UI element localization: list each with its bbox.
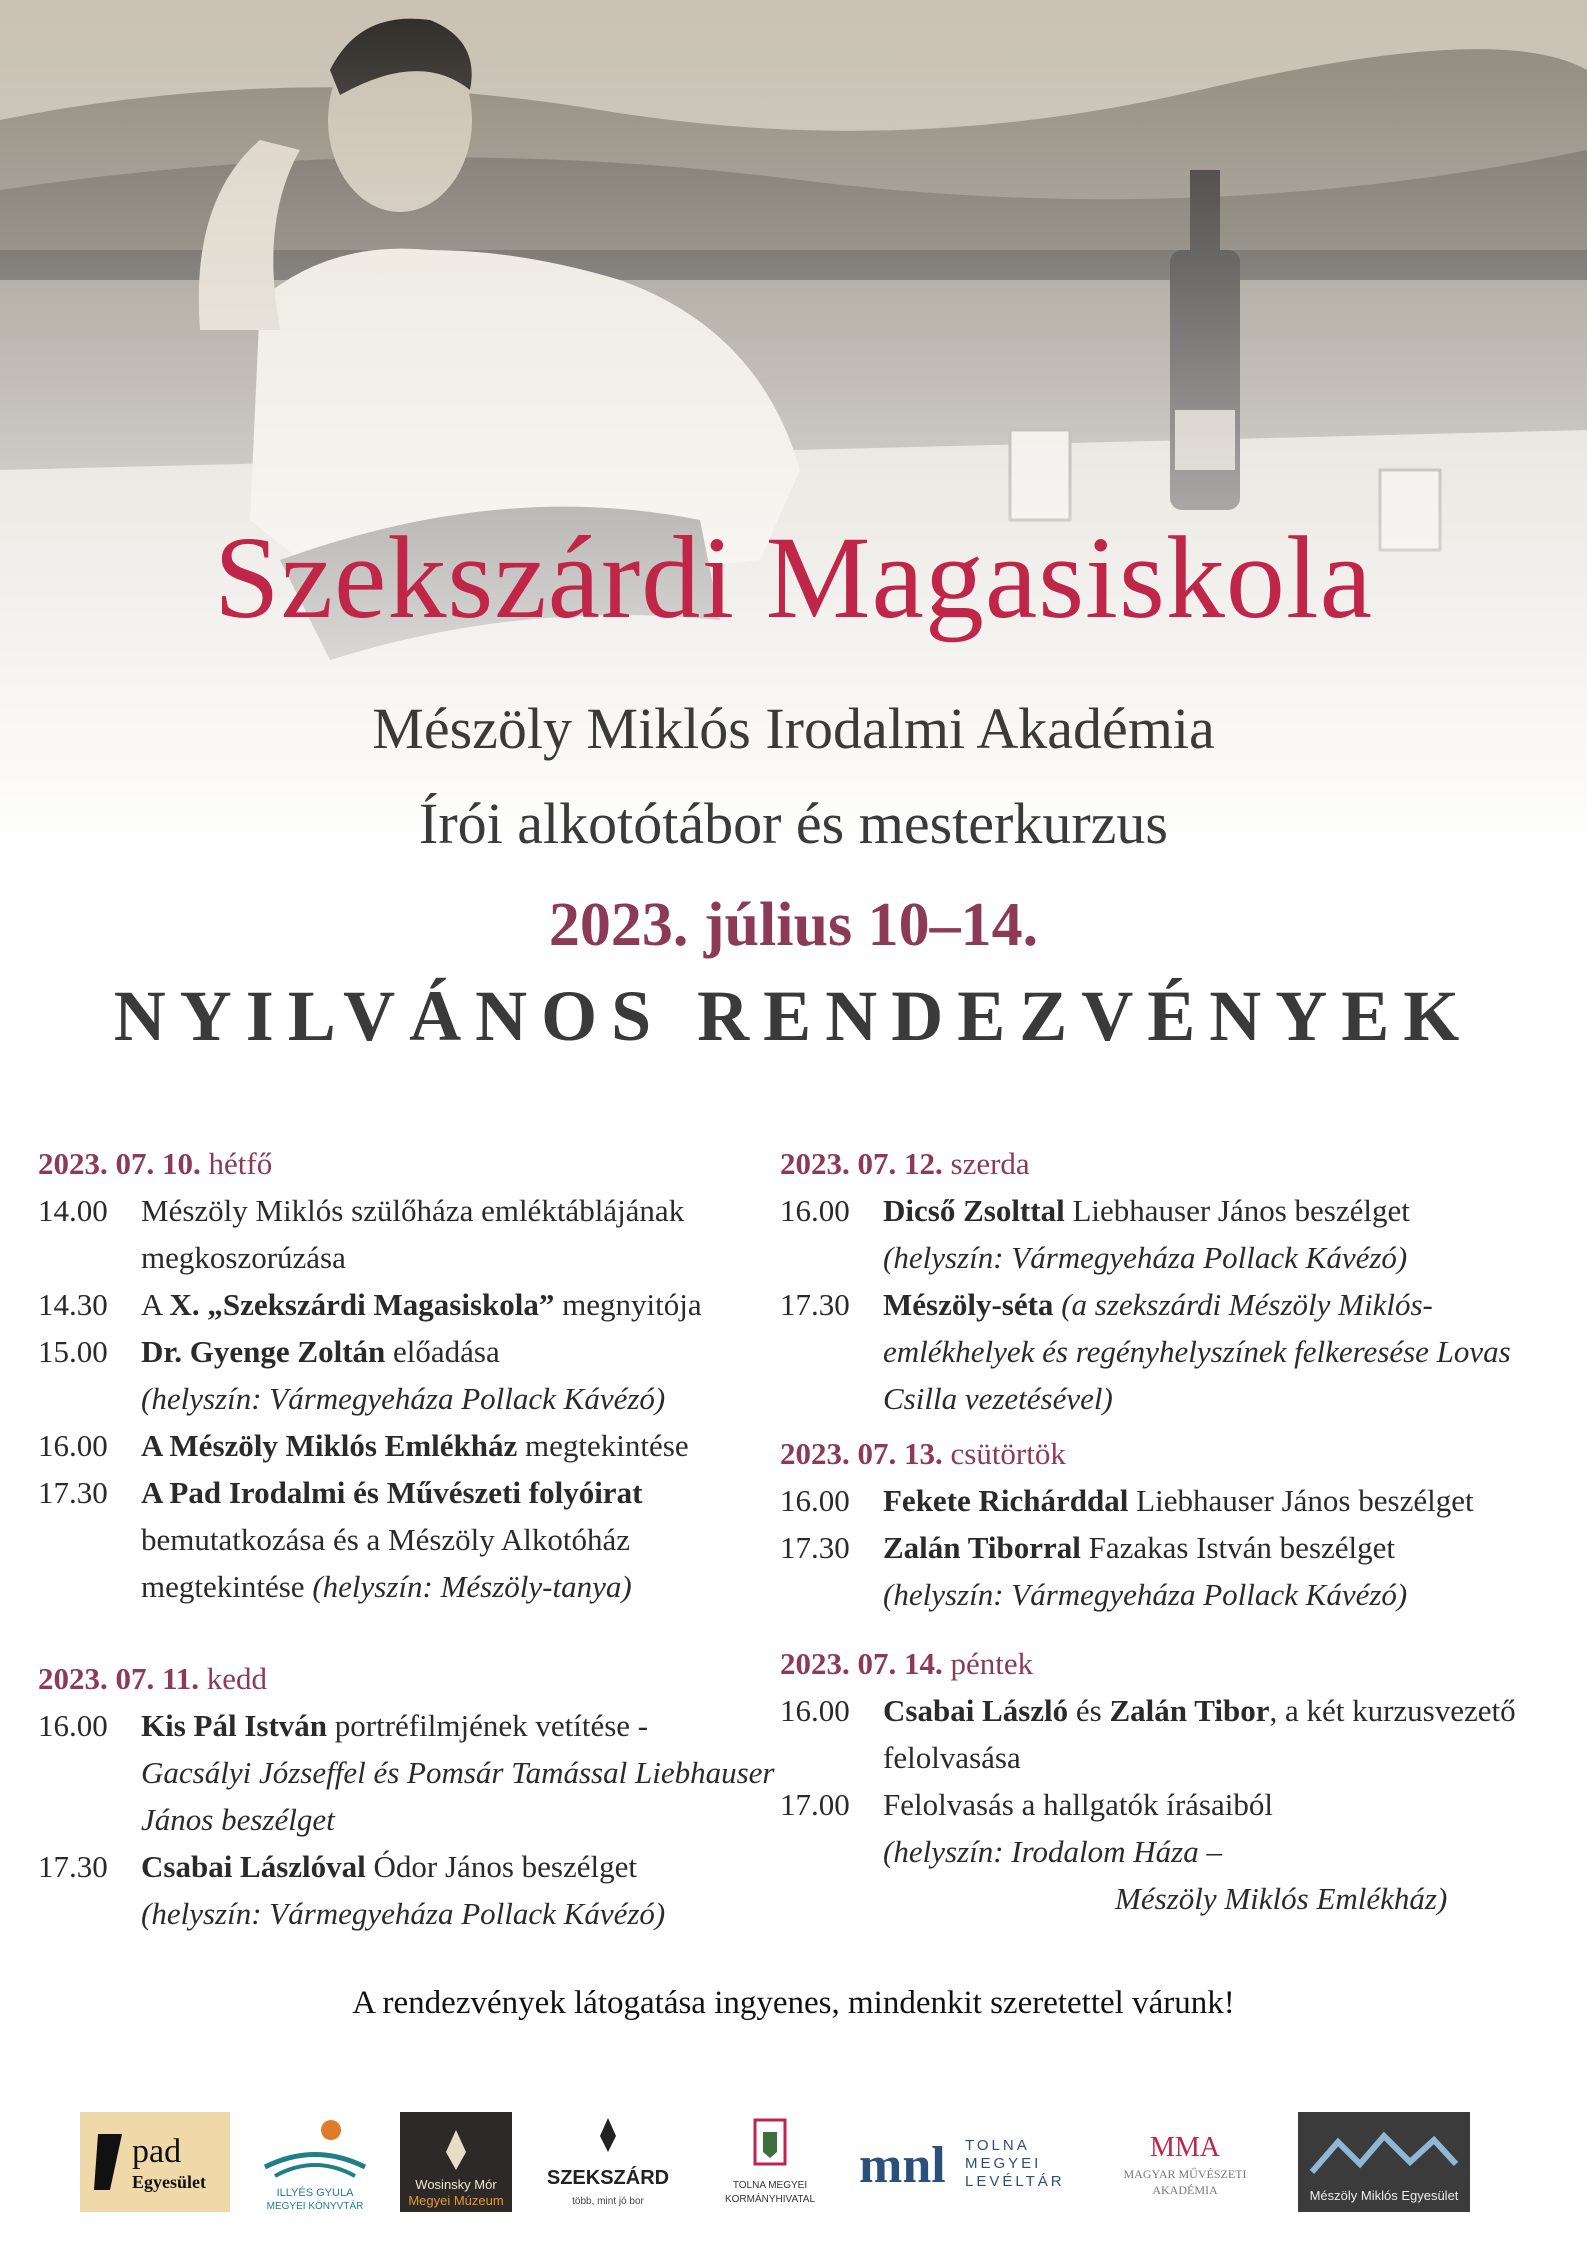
szekszard-logo bbox=[538, 2112, 678, 2212]
sponsor-logos bbox=[0, 2112, 1587, 2212]
event-time: 16.00 bbox=[38, 1428, 108, 1463]
event-item: 17.30 Zalán Tiborral Fazakas István beszélget bbox=[780, 1524, 1570, 1571]
pad-logo bbox=[80, 2112, 230, 2212]
meszoly-egyesulet-logo bbox=[1298, 2112, 1470, 2212]
subtitle-camp: Írói alkotótábor és mesterkurzus bbox=[419, 791, 1168, 856]
kormany-line1: TOLNA MEGYEI bbox=[732, 2180, 808, 2191]
event-location: (helyszín: Mészöly-tanya) bbox=[312, 1569, 632, 1604]
event-time: 17.00 bbox=[780, 1787, 850, 1822]
subtitle-academy: Mészöly Miklós Irodalmi Akadémia bbox=[372, 696, 1215, 761]
meszoly-egyesulet-name: Mészöly Miklós Egyesület bbox=[1309, 2188, 1459, 2203]
wosinsky-line2: Megyei Múzeum bbox=[408, 2193, 504, 2208]
event-item: 16.00 Dicső Zsolttal Liebhauser János beszélget bbox=[780, 1187, 1570, 1234]
event-location: (helyszín: Vármegyeháza Pollack Kávézó) bbox=[883, 1240, 1408, 1275]
event-item: 17.30 Csabai Lászlóval Ódor János beszélget bbox=[38, 1843, 778, 1890]
event-item: 16.00 Kis Pál István portréfilmjének vetítése - Gacsályi Józseffel és Pomsár Tamással Liebhauser János beszélget bbox=[38, 1702, 778, 1843]
leveltar-abbr: mnl bbox=[859, 2137, 946, 2194]
day-header: 2023. 07. 11. kedd bbox=[38, 1661, 268, 1696]
leveltar-line1: TOLNA bbox=[965, 2137, 1030, 2154]
day-header: 2023. 07. 13. csütörtök bbox=[780, 1436, 1066, 1471]
schedule-left-column bbox=[38, 1140, 778, 1937]
day-header: 2023. 07. 14. péntek bbox=[780, 1646, 1034, 1681]
day-header: 2023. 07. 10. hétfő bbox=[38, 1146, 273, 1181]
section-heading: NYILVÁNOS RENDEZVÉNYEK bbox=[113, 976, 1474, 1056]
event-location: (helyszín: Vármegyeháza Pollack Kávézó) bbox=[883, 1577, 1408, 1612]
mma-line2: AKADÉMIA bbox=[1152, 2183, 1218, 2197]
mma-line1: MAGYAR MŰVÉSZETI bbox=[1123, 2167, 1247, 2181]
pad-logo-sub: Egyesület bbox=[132, 2172, 206, 2192]
pad-logo-name: pad bbox=[132, 2133, 182, 2170]
illyes-logo bbox=[255, 2112, 375, 2212]
wosinsky-line1: Wosinsky Mór bbox=[415, 2177, 497, 2192]
event-item: 16.00 Fekete Richárddal Liebhauser János beszélget bbox=[780, 1477, 1570, 1524]
event-text: Felolvasás a hallgatók írásaiból bbox=[883, 1787, 1273, 1822]
event-time: 17.30 bbox=[38, 1475, 108, 1510]
event-location: Mészöly Miklós Emlékház) bbox=[1115, 1881, 1448, 1916]
szekszard-sub: több, mint jó bor bbox=[572, 2196, 644, 2207]
kormanyhivatal-logo bbox=[715, 2112, 825, 2212]
event-time: 15.00 bbox=[38, 1334, 108, 1369]
event-item bbox=[780, 1781, 1570, 1828]
event-location: (helyszín: Vármegyeháza Pollack Kávézó) bbox=[141, 1381, 666, 1416]
szekszard-name: SZEKSZÁRD bbox=[546, 2167, 670, 2189]
event-location: (helyszín: Vármegyeháza Pollack Kávézó) bbox=[141, 1896, 666, 1931]
event-time: 17.30 bbox=[38, 1849, 108, 1884]
event-time: 14.00 bbox=[38, 1193, 108, 1228]
event-item: 16.00 A Mészöly Miklós Emlékház megtekintése bbox=[38, 1422, 778, 1469]
event-item: 14.30 A X. „Szekszárdi Magasiskola” megnyitója bbox=[38, 1281, 778, 1328]
event-time: 16.00 bbox=[780, 1193, 850, 1228]
event-time: 16.00 bbox=[780, 1483, 850, 1518]
event-item: 17.30 Mészöly-séta (a szekszárdi Mészöly Miklós-emlékhelyek és regényhelyszínek felkeresése Lovas Csilla vezetésével) bbox=[780, 1281, 1570, 1422]
event-dates: 2023. július 10–14. bbox=[548, 891, 1039, 959]
leveltar-line2: MEGYEI bbox=[965, 2155, 1042, 2172]
footer-note: A rendezvények látogatása ingyenes, mindenkit szeretettel várunk! bbox=[352, 1985, 1235, 2021]
event-item: 15.00 Dr. Gyenge Zoltán előadása bbox=[38, 1328, 778, 1375]
event-time: 16.00 bbox=[38, 1708, 108, 1743]
event-time: 17.30 bbox=[780, 1287, 850, 1322]
day-header: 2023. 07. 12. szerda bbox=[780, 1146, 1030, 1181]
wosinsky-logo bbox=[400, 2112, 512, 2212]
event-item: 16.00 Csabai László és Zalán Tibor, a két kurzusvezető felolvasása bbox=[780, 1687, 1570, 1781]
mma-logo bbox=[1100, 2112, 1270, 2212]
schedule-right-column bbox=[780, 1140, 1570, 1922]
event-time: 17.30 bbox=[780, 1530, 850, 1565]
illyes-line1: ILLYÉS GYULA bbox=[276, 2187, 354, 2199]
event-item bbox=[38, 1187, 778, 1281]
leveltar-line3: LEVÉLTÁR bbox=[965, 2173, 1065, 2190]
event-time: 14.30 bbox=[38, 1287, 108, 1322]
main-title: Szekszárdi Magasiskola bbox=[213, 512, 1374, 643]
illyes-line2: MEGYEI KÖNYVTÁR bbox=[266, 2201, 364, 2212]
event-location: (helyszín: Irodalom Háza – bbox=[883, 1834, 1222, 1869]
leveltar-logo bbox=[855, 2112, 1065, 2212]
kormany-line2: KORMÁNYHIVATAL bbox=[724, 2194, 816, 2205]
mma-abbr: MMA bbox=[1149, 2132, 1221, 2163]
event-time: 16.00 bbox=[780, 1693, 850, 1728]
event-item: 17.30 A Pad Irodalmi és Művészeti folyóirat bemutatkozása és a Mészöly Alkotóház megtekintése (helyszín: Mészöly-tanya) bbox=[38, 1469, 778, 1610]
event-text: Mészöly Miklós szülőháza emléktáblájának megkoszorúzása bbox=[141, 1193, 685, 1275]
